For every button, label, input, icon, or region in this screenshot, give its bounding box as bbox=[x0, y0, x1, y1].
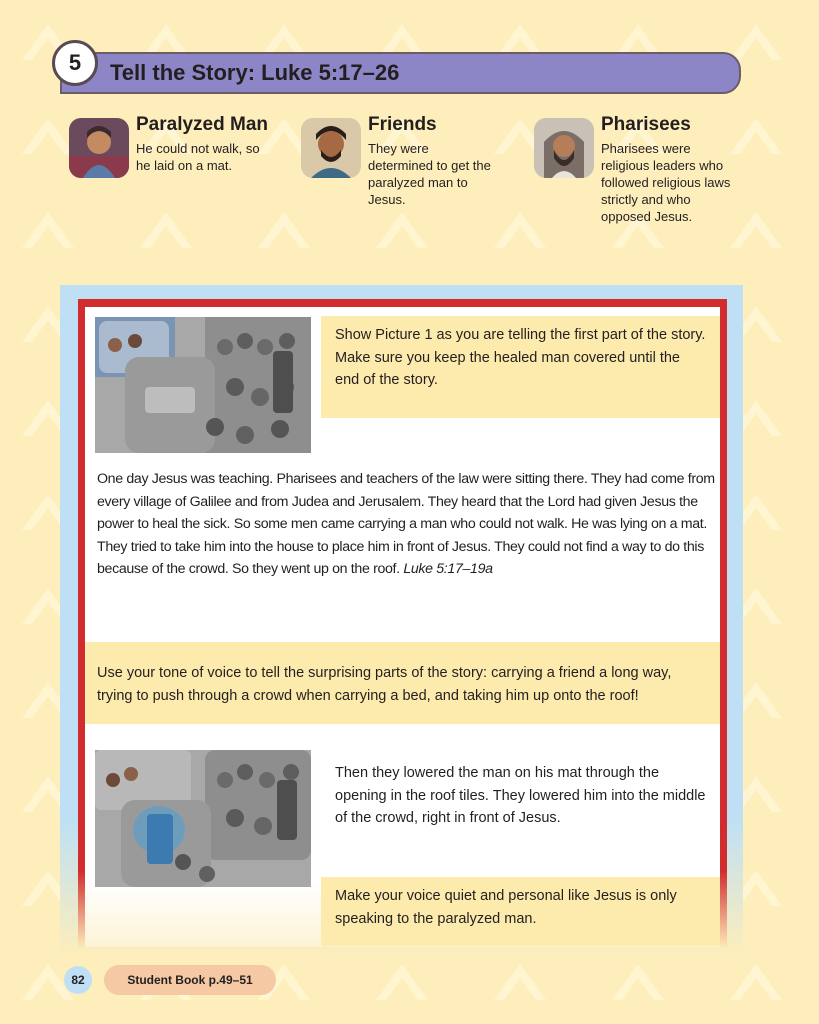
student-book-reference: Student Book p.49–51 bbox=[104, 965, 276, 995]
step-number-badge: 5 bbox=[52, 40, 98, 86]
character-description: They were determined to get the paralyzed man to Jesus. bbox=[368, 141, 491, 207]
story-paragraph-1: One day Jesus was teaching. Pharisees and teachers of the law were sitting there. They had come from every village of Galilee and from Judea and Jerusalem. They heard that the Lord had given Jesus the power to heal the sick. So some men came carrying a man who could not walk. He was lying on a mat. They tried to take him into the house to place him in front of Jesus. They could not find a way to do this because of the crowd. So they went up on the roof. Luke 5:17–19a bbox=[97, 471, 715, 578]
character-description: Pharisees were religious leaders who followed religious laws strictly and who opposed Jesus. bbox=[601, 141, 731, 224]
scripture-reference: Luke 5:17–19a bbox=[403, 561, 493, 578]
character-description: He could not walk, so he laid on a mat. bbox=[136, 141, 260, 173]
teacher-instruction-3: Make your voice quiet and personal like Jesus is only speaking to the paralyzed man. bbox=[321, 877, 720, 946]
friend-portrait-icon bbox=[301, 118, 361, 178]
story-picture-2 bbox=[95, 750, 311, 887]
teacher-instruction-2: Use your tone of voice to tell the surprising parts of the story: carrying a friend a long way, trying to push through a crowd when carrying a bed, and taking him up onto the roof! bbox=[85, 642, 720, 724]
character-pharisees bbox=[534, 114, 744, 228]
section-title: Tell the Story: Luke 5:17–26 bbox=[110, 60, 400, 85]
paralyzed-man-portrait-icon bbox=[69, 118, 129, 178]
character-paralyzed-man bbox=[69, 114, 284, 188]
character-friends bbox=[301, 114, 501, 213]
page-number: 82 bbox=[64, 966, 92, 994]
character-name: Pharisees bbox=[601, 114, 691, 135]
story-picture-1 bbox=[95, 317, 311, 453]
character-name: Friends bbox=[368, 114, 437, 135]
story-paragraph-2: Then they lowered the man on his mat through the opening in the roof tiles. They lowered him into the middle of the crowd, right in front of Jesus. bbox=[321, 750, 720, 870]
teacher-instruction-1: Show Picture 1 as you are telling the first part of the story. Make sure you keep the healed man covered until the end of the story. bbox=[321, 316, 720, 418]
character-name: Paralyzed Man bbox=[136, 114, 268, 135]
pharisee-portrait-icon bbox=[534, 118, 594, 178]
